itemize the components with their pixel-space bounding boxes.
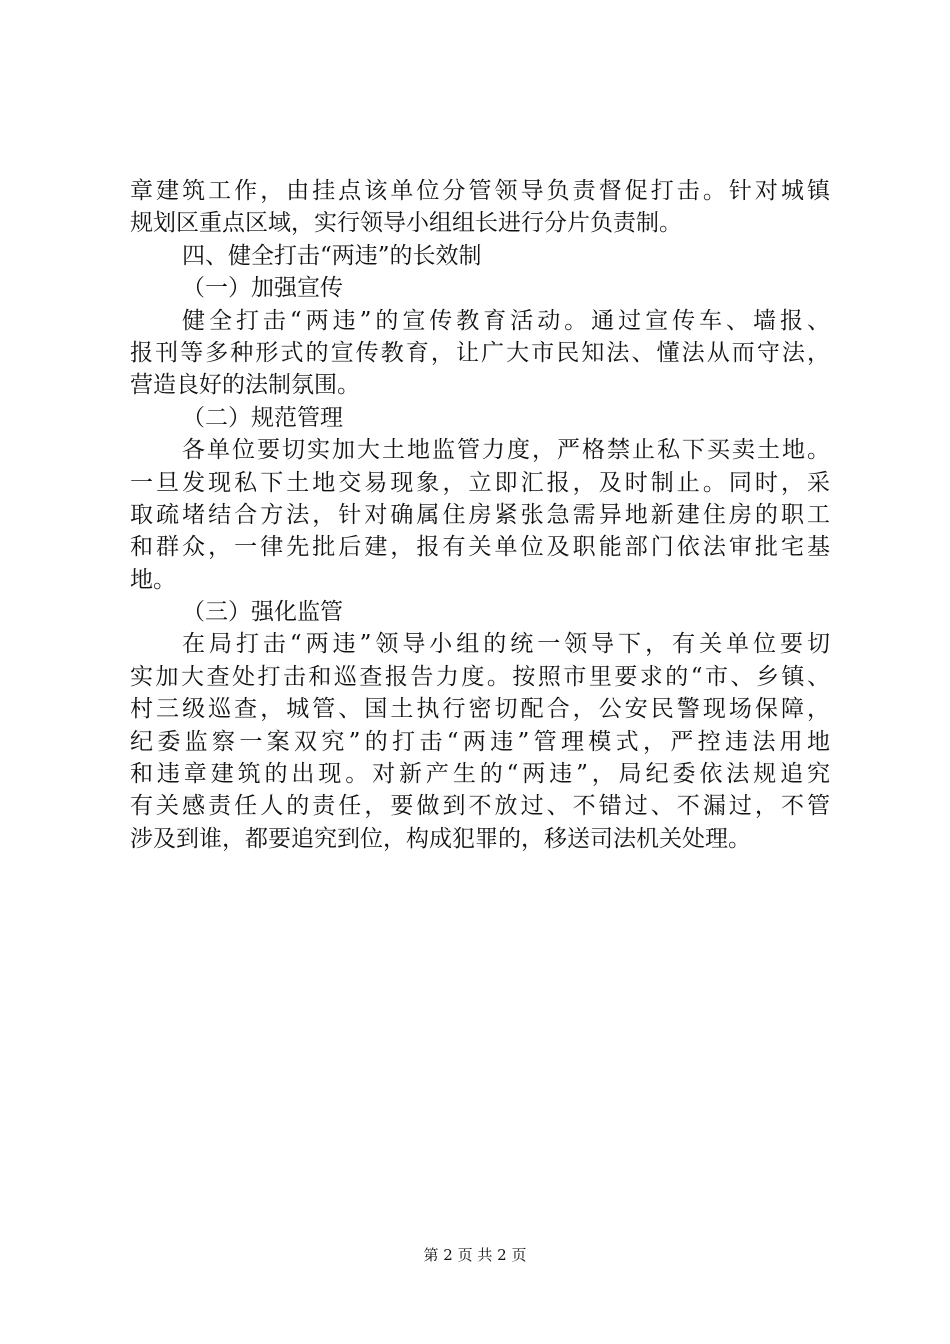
page-number-footer: 第 2 页 共 2 页 (423, 1246, 527, 1264)
text-line-17: 村三级巡查，城管、国土执行密切配合，公安民警现场保障， (130, 696, 830, 723)
text-line-7: 营造良好的法制氛围。 (130, 372, 360, 399)
text-line-5: 健全打击“两违”的宣传教育活动。通过宣传车、墙报、 (182, 307, 830, 334)
text-line-4: （一）加强宣传 (182, 275, 343, 302)
text-line-6: 报刊等多种形式的宣传教育，让广大市民知法、懂法从而守法， (130, 339, 830, 366)
text-line-20: 有关感责任人的责任，要做到不放过、不错过、不漏过，不管 (130, 793, 830, 820)
text-line-3: 四、健全打击“两违”的长效制 (182, 242, 482, 269)
text-line-13: 地。 (130, 566, 176, 593)
text-line-9: 各单位要切实加大土地监管力度，严格禁止私下买卖土地。 (182, 437, 830, 464)
text-line-10: 一旦发现私下土地交易现象，立即汇报，及时制止。同时，采 (130, 469, 830, 496)
text-line-15: 在局打击“两违”领导小组的统一领导下，有关单位要切 (182, 631, 830, 658)
text-line-21: 涉及到谁，都要追究到位，构成犯罪的，移送司法机关处理。 (130, 825, 751, 852)
text-line-11: 取疏堵结合方法，针对确属住房紧张急需异地新建住房的职工 (130, 501, 830, 528)
document-body (130, 175, 830, 855)
text-line-1: 章建筑工作，由挂点该单位分管领导负责督促打击。针对城镇 (130, 178, 830, 204)
text-line-18: 纪委监察一案双究”的打击“两违”管理模式，严控违法用地 (130, 728, 830, 755)
text-line-2: 规划区重点区域，实行领导小组组长进行分片负责制。 (130, 210, 682, 237)
text-line-19: 和违章建筑的出现。对新产生的“两违”，局纪委依法规追究 (130, 761, 830, 788)
text-line-14: （三）强化监管 (182, 599, 343, 626)
text-line-12: 和群众，一律先批后建，报有关单位及职能部门依法审批宅基 (130, 534, 830, 561)
text-line-8: （二）规范管理 (182, 404, 343, 431)
text-line-16: 实加大查处打击和巡查报告力度。按照市里要求的“市、乡镇、 (130, 663, 830, 690)
